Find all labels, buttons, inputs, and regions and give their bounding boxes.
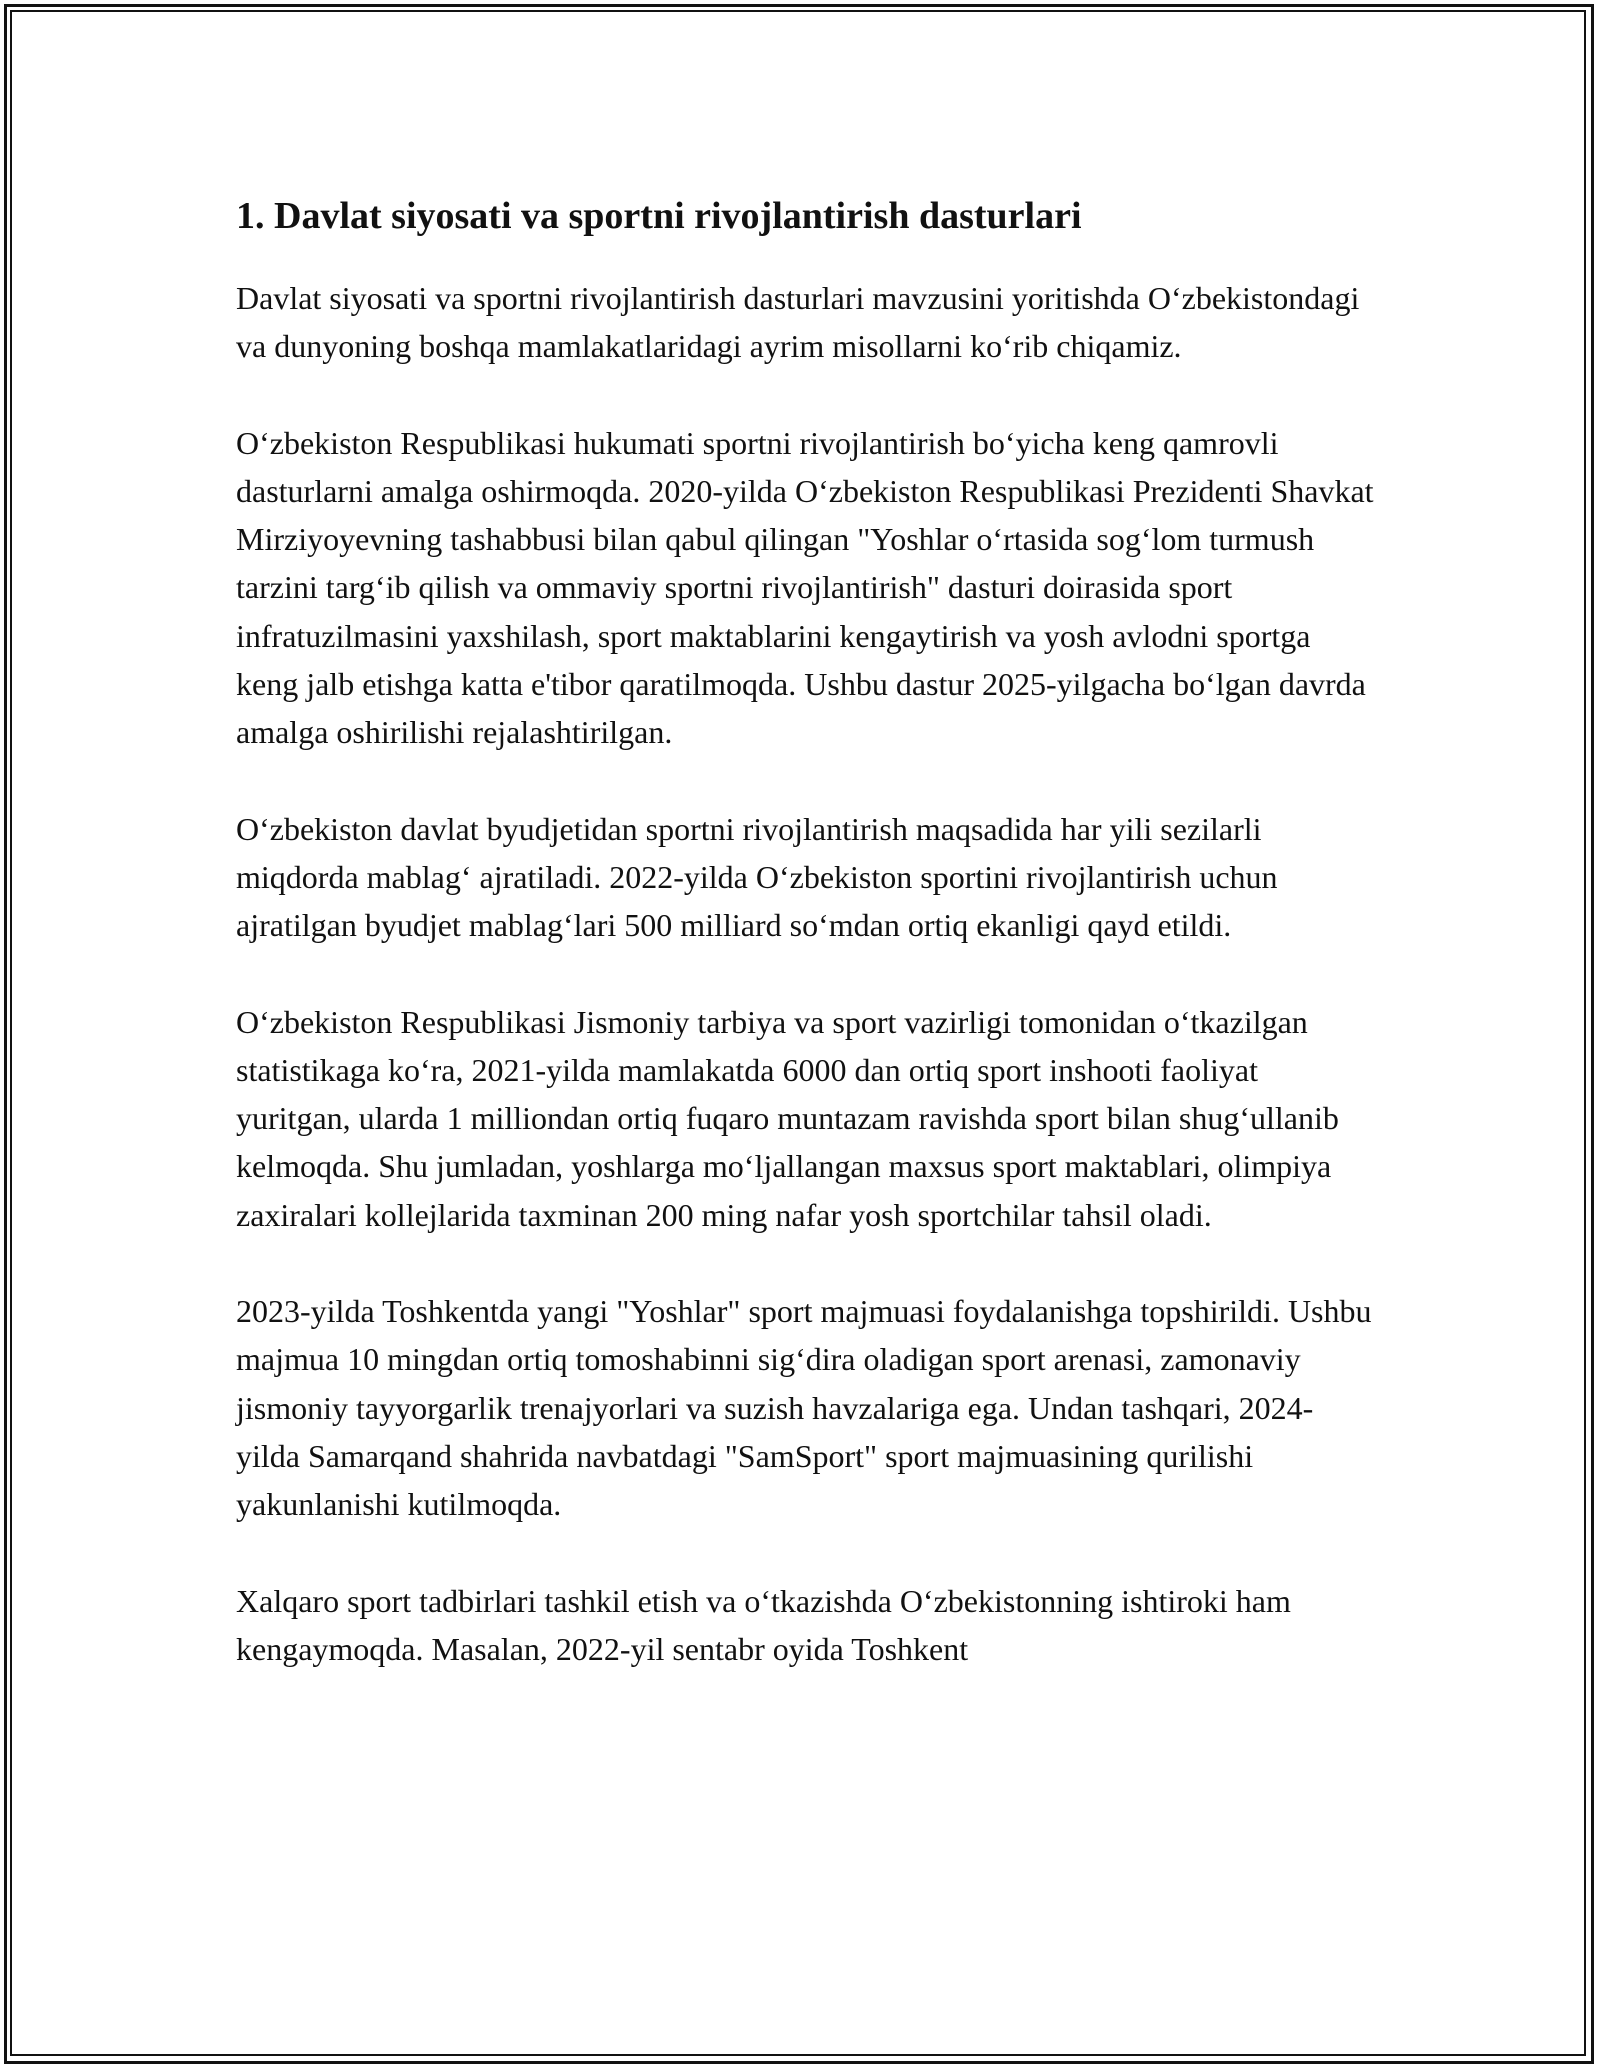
paragraph-budget: O‘zbekiston davlat byudjetidan sportni rivojlantirish maqsadida har yili sezilarli miqdorda mablag‘ ajratiladi. 2022-yilda O‘zbekiston sportini rivojlantirish uchun ajratilgan byudjet mablag‘lari 500 milliard so‘mdan ortiq ekanligi qayd etildi.: [236, 810, 1278, 944]
document-body: [236, 188, 1376, 1721]
paragraph-international-events: Xalqaro sport tadbirlari tashkil etish va o‘tkazishda O‘zbekistonning ishtiroki ham kengaymoqda. Masalan, 2022-yil sentabr oyida Toshkent: [236, 1582, 1291, 1667]
paragraph-government-programs: O‘zbekiston Respublikasi hukumati sportni rivojlantirish bo‘yicha keng qamrovli dasturlarni amalga oshirmoqda. 2020-yilda O‘zbekiston Respublikasi Prezidenti Shavkat Mirziyoyevning tashabbusi bilan qabul qilingan "Yoshlar o‘rtasida sog‘lom turmush tarzini targ‘ib qilish va ommaviy sportni rivojlantirish" dasturi doirasida sport infratuzilmasini yaxshilash, sport maktablarini kengaytirish va yosh avlodni sportga keng jalb etishga katta e'tibor qaratilmoqda. Ushbu dastur 2025-yilgacha bo‘lgan davrda amalga oshirilishi rejalashtirilgan.: [236, 424, 1374, 751]
section-heading: 1. Davlat siyosati va sportni rivojlantirish dasturlari: [236, 195, 1082, 237]
paragraph-statistics: O‘zbekiston Respublikasi Jismoniy tarbiya va sport vazirligi tomonidan o‘tkazilgan statistikaga ko‘ra, 2021-yilda mamlakatda 6000 dan ortiq sport inshooti faoliyat yuritgan, ularda 1 milliondan ortiq fuqaro muntazam ravishda sport bilan shug‘ullanib kelmoqda. Shu jumladan, yoshlarga mo‘ljallangan maxsus sport maktablari, olimpiya zaxiralari kollejlarida taxminan 200 ming nafar yosh sportchilar tahsil oladi.: [236, 1003, 1339, 1233]
paragraph-sport-complexes: 2023-yilda Toshkentda yangi "Yoshlar" sport majmuasi foydalanishga topshirildi. Ushbu majmua 10 mingdan ortiq tomoshabinni sig‘dira oladigan sport arenasi, zamonaviy jismoniy tayyorgarlik trenajyorlari va suzish havzalariga ega. Undan tashqari, 2024-yilda Samarqand shahrida navbatdagi "SamSport" sport majmuasining qurilishi yakunlanishi kutilmoqda.: [236, 1293, 1372, 1523]
paragraph-intro: Davlat siyosati va sportni rivojlantirish dasturlari mavzusini yoritishda O‘zbekistondagi va dunyoning boshqa mamlakatlaridagi ayrim misollarni ko‘rib chiqamiz.: [236, 280, 1360, 365]
